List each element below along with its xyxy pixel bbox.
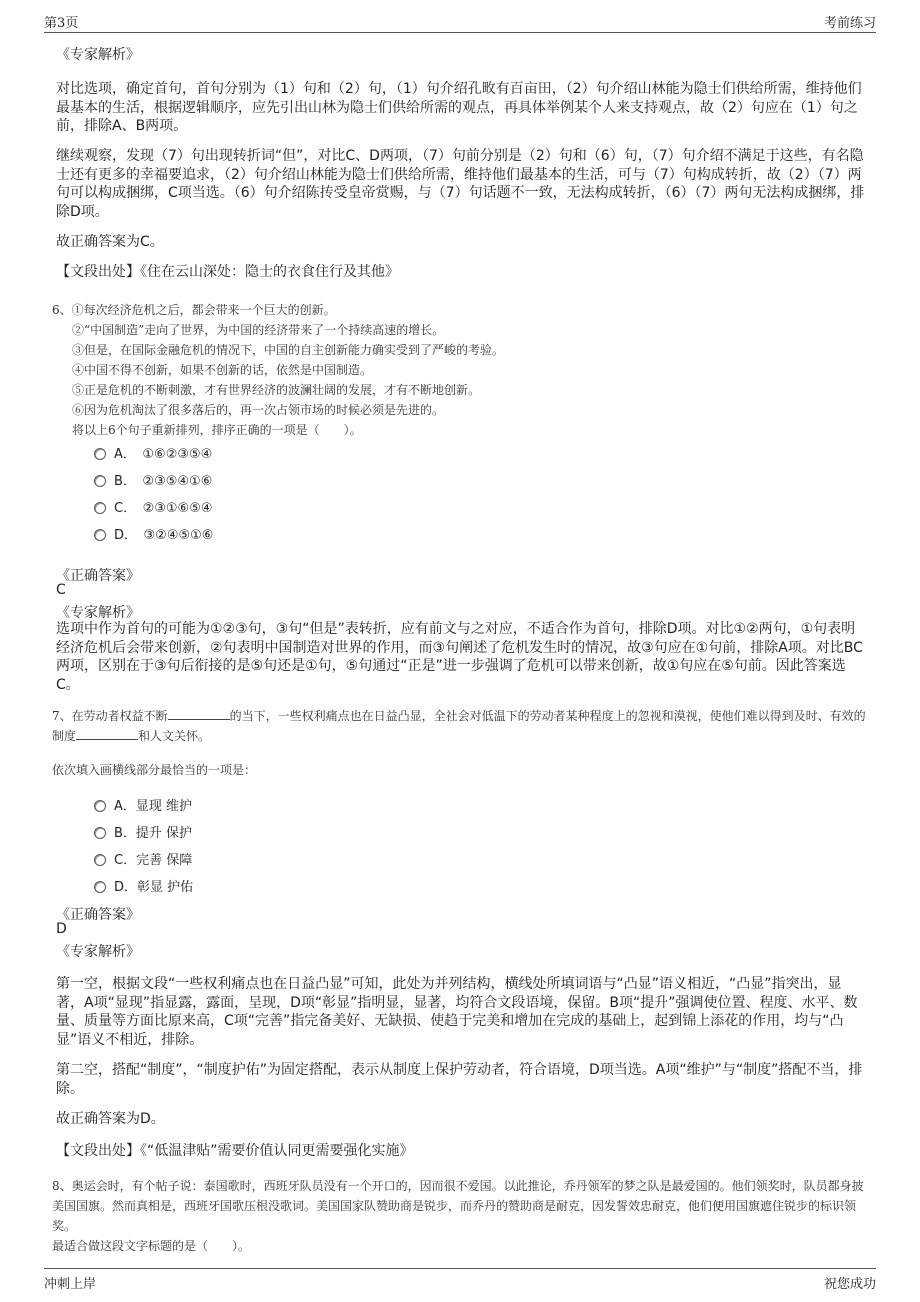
q6-line1: 6、①每次经济危机之后，都会带来一个巨大的创新。 [52,303,336,317]
q6-answer-label: 《正确答案》 [56,568,140,584]
q5-analysis-para1: 对比选项，确定首句，首句分别为（1）句和（2）句，（1）句介绍孔畋有百亩田，（2）句介绍山林能为隐士们供给所需，维持他们最基本的生活，根据逻辑顺序，应先引出山林为隐士们供给所需的观点，再具体举例某个人来支持观点，故（2）句应在（1）句之前，排除A、B两项。 [56,81,862,134]
q8-stem: 8、奥运会时，有个帖子说：泰国歌时，西班牙队员没有一个开口的，因而很不爱国。以此推论，乔丹领军的梦之队是最爱国的。他们领奖时，队员都身披美国国旗。然而真相是，西班牙国歌压根没歌词。美国国家队赞助商是锐步，而乔丹的赞助商是耐克，因发誓效忠耐克，他们便用国旗遮住锐步的标识领奖。 [52,1179,864,1233]
radio-icon[interactable] [94,881,106,893]
q6-option-c[interactable]: C． ②③①⑥⑤④ [94,497,213,517]
q6-sentence-3: ③但是，在国际金融危机的情况下，中国的自主创新能力确实受到了严峻的考验。 [72,343,505,357]
footer-right-text: 祝您成功 [823,1277,876,1292]
q6-stem [52,300,872,440]
q6-analysis: 选项中作为首句的可能为①②③句，③句“但是”表转折，应有前文与之对应，不适合作为首句，排除D项。对比①②两句，①句表明经济危机后会带来创新，②句表明中国制造对世界的作用，而③句阐述了危机发生时的情况，故③句应在①句前，排除A项。对比BC两项，区别在于③句后衔接的是⑤句还是①句，⑤句通过“正是”进一步强调了危机可以带来创新，故①句应在⑤句前。因此答案选C。 [56,621,863,693]
page-number: 第3页 [44,16,79,31]
q6-sentence-4: ④中国不得不创新，如果不创新的话，依然是中国制造。 [72,363,373,377]
q7-answer-label: 《正确答案》 [56,907,140,923]
q6-sentence-5: ⑤正是危机的不断刺激，才有世界经济的波澜壮阔的发展，才有不断地创新。 [72,383,481,397]
q7-source: 【文段出处】《“低温津贴”需要价值认同更需要强化实施》 [56,1143,414,1159]
q7-instruction: 依次填入画横线部分最恰当的一项是： [52,763,257,777]
radio-icon[interactable] [94,529,106,541]
q7-analysis-para2: 第二空，搭配“制度”，“制度护佑”为固定搭配，表示从制度上保护劳动者，符合语境，D项当选。A项“维护”与“制度”搭配不当，排除。 [56,1062,863,1097]
q7-option-d[interactable]: D．彰显 护佑 [94,876,193,896]
radio-icon[interactable] [94,827,106,839]
footer-left-text: 冲刺上岸 [44,1277,97,1292]
q6-answer: C [56,582,66,598]
q7-analysis-para1: 第一空，根据文段“一些权利痛点也在日益凸显”可知，此处为并列结构，横线处所填词语与“凸显”语义相近，“凸显”指突出，显著，A项“显现”指显露，露面，呈现，D项“彰显”指明显，显著，均符合文段语境，保留。B项“提升”强调使位置、程度、水平、数量、质量等方面比原来高，C项“完善”指完备美好、无缺损、使趋于完美和增加在完成的基础上，起到锦上添花的作用，均与“凸显”语义不相近，排除。 [56,976,858,1048]
page-footer [44,1268,876,1295]
blank-line-2 [76,727,138,740]
q6-option-b[interactable]: B． ②③⑤④①⑥ [94,470,212,490]
q6-option-a[interactable]: A． ①⑥②③⑤④ [94,443,212,463]
q8-question: 最适合做这段文字标题的是（ ）。 [52,1239,251,1253]
radio-icon[interactable] [94,475,106,487]
q5-source: 【文段出处】《住在云山深处：隐士的衣食住行及其他》 [56,264,399,280]
radio-icon[interactable] [94,854,106,866]
q7-option-a[interactable]: A．显现 维护 [94,795,192,815]
page-header [44,10,876,33]
q7-stem: 7、在劳动者权益不断 的当下，一些权利痛点也在日益凸显，全社会对低温下的劳动者某种程度上的忽视和漠视，使他们难以得到及时、有效的制度 和人文关怀。 [52,709,866,743]
q5-analysis-label: 《专家解析》 [56,47,140,63]
q6-sentence-2: ②“中国制造”走向了世界，为中国的经济带来了一个持续高速的增长。 [72,323,445,337]
q5-conclusion: 故正确答案为C。 [56,234,164,250]
q7-analysis-label: 《专家解析》 [56,944,140,960]
header-title: 考前练习 [823,16,876,31]
q7-option-b[interactable]: B．提升 保护 [94,822,192,842]
q6-sentence-6: ⑥因为危机淘汰了很多落后的，再一次占领市场的时候必须是先进的。 [72,403,445,417]
q6-analysis-label: 《专家解析》 [56,605,140,621]
q7-conclusion: 故正确答案为D。 [56,1111,165,1127]
q5-analysis-para2: 继续观察，发现（7）句出现转折词“但”，对比C、D两项，（7）句前分别是（2）句和（6）句，（7）句介绍不满足于这些，有名隐士还有更多的幸福要追求，（2）句介绍山林能为隐士们供给所需，维持他们最基本的生活，可与（7）句构成转折，故（2）（7）两句可以构成捆绑，C项当选。（6）句介绍陈抟受皇帝赏赐，与（7）句话题不一致，无法构成转折，（6）（7）两句无法构成捆绑，排除D项。 [56,148,865,220]
q7-option-c[interactable]: C．完善 保障 [94,849,192,869]
blank-line-1 [168,707,230,720]
radio-icon[interactable] [94,448,106,460]
q6-option-d[interactable]: D． ③②④⑤①⑥ [94,524,213,544]
q7-answer: D [56,921,67,937]
q6-question: 将以上6个句子重新排列，排序正确的一项是（ ）。 [72,423,362,437]
radio-icon[interactable] [94,800,106,812]
radio-icon[interactable] [94,502,106,514]
